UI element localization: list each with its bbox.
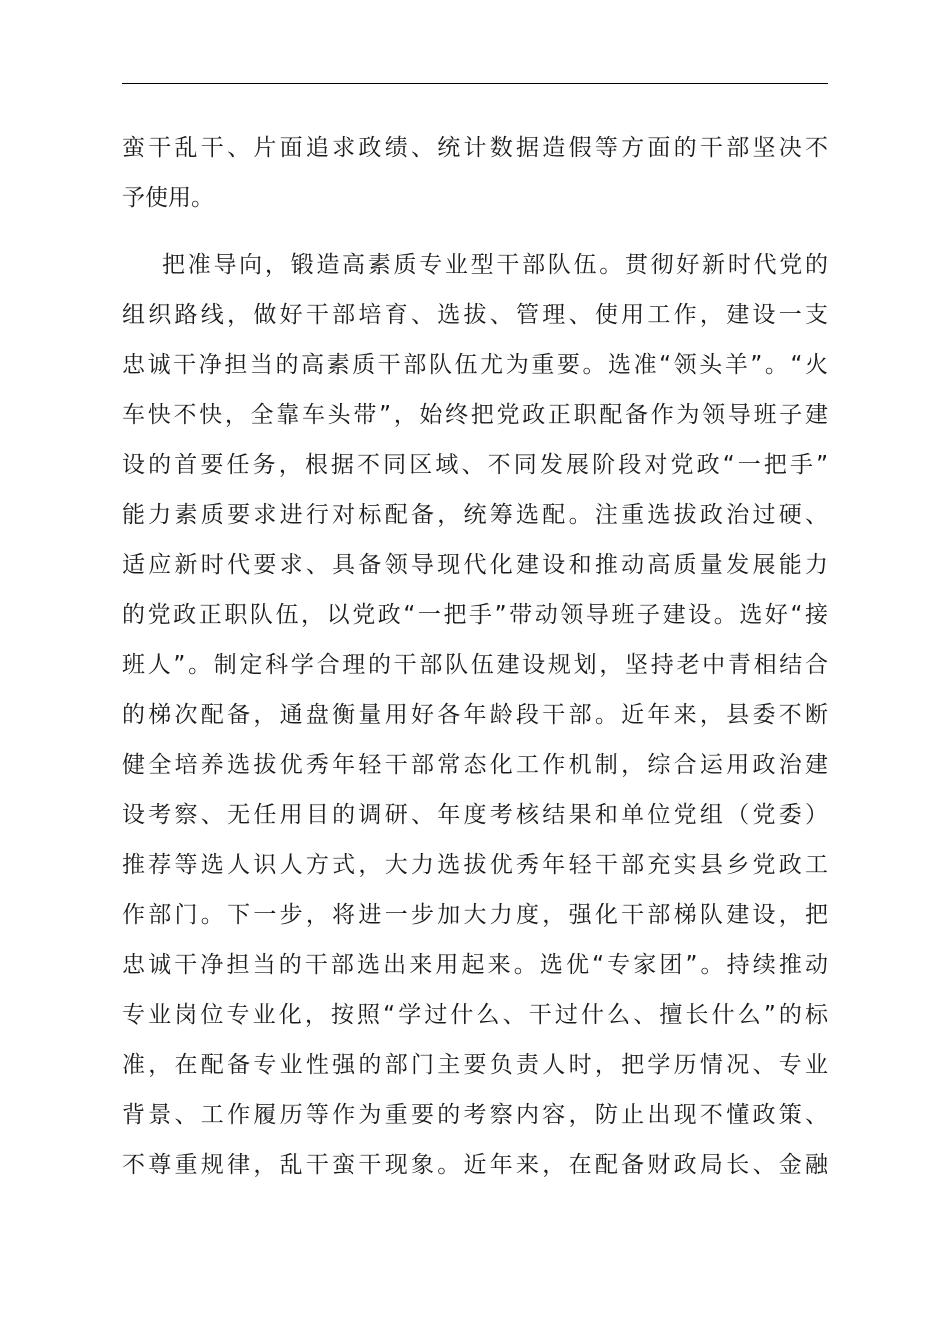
text-line: 专业岗位专业化，按照“学过什么、干过什么、擅长什么”的标 <box>122 1002 828 1028</box>
text-line: 作部门。下一步，将进一步加大力度，强化干部梯队建设，把 <box>122 902 828 928</box>
text-line: 组织路线，做好干部培育、选拔、管理、使用工作，建设一支 <box>122 302 828 328</box>
text-line: 忠诚干净担当的干部选出来用起来。选优“专家团”。持续推动 <box>122 952 828 978</box>
text-line: 予使用。 <box>122 185 214 211</box>
header-rule <box>122 83 828 84</box>
text-line: 准，在配备专业性强的部门主要负责人时，把学历情况、专业 <box>122 1052 828 1078</box>
text-line: 背景、工作履历等作为重要的考察内容，防止出现不懂政策、 <box>122 1102 828 1128</box>
text-line: 不尊重规律，乱干蛮干现象。近年来，在配备财政局长、金融 <box>122 1152 828 1178</box>
text-line: 的党政正职队伍，以党政“一把手”带动领导班子建设。选好“接 <box>122 602 828 628</box>
text-line: 健全培养选拔优秀年轻干部常态化工作机制，综合运用政治建 <box>122 752 828 778</box>
text-line: 忠诚干净担当的高素质干部队伍尤为重要。选准“领头羊”。“火 <box>122 352 828 378</box>
text-line: 班人”。制定科学合理的干部队伍建设规划，坚持老中青相结合 <box>122 652 828 678</box>
text-line: 适应新时代要求、具备领导现代化建设和推动高质量发展能力 <box>122 552 828 578</box>
paragraph-first-line: 把准导向，锻造高素质专业型干部队伍。贯彻好新时代党的 <box>162 252 828 278</box>
text-line: 设考察、无任用目的调研、年度考核结果和单位党组（党委） <box>122 802 828 828</box>
text-line: 车快不快，全靠车头带”，始终把党政正职配备作为领导班子建 <box>122 402 828 428</box>
text-line: 能力素质要求进行对标配备，统筹选配。注重选拔政治过硬、 <box>122 502 828 528</box>
text-line: 推荐等选人识人方式，大力选拔优秀年轻干部充实县乡党政工 <box>122 852 828 878</box>
text-line: 蛮干乱干、片面追求政绩、统计数据造假等方面的干部坚决不 <box>122 135 828 161</box>
text-line: 的梯次配备，通盘衡量用好各年龄段干部。近年来，县委不断 <box>122 702 828 728</box>
text-line: 设的首要任务，根据不同区域、不同发展阶段对党政“一把手” <box>122 452 828 478</box>
